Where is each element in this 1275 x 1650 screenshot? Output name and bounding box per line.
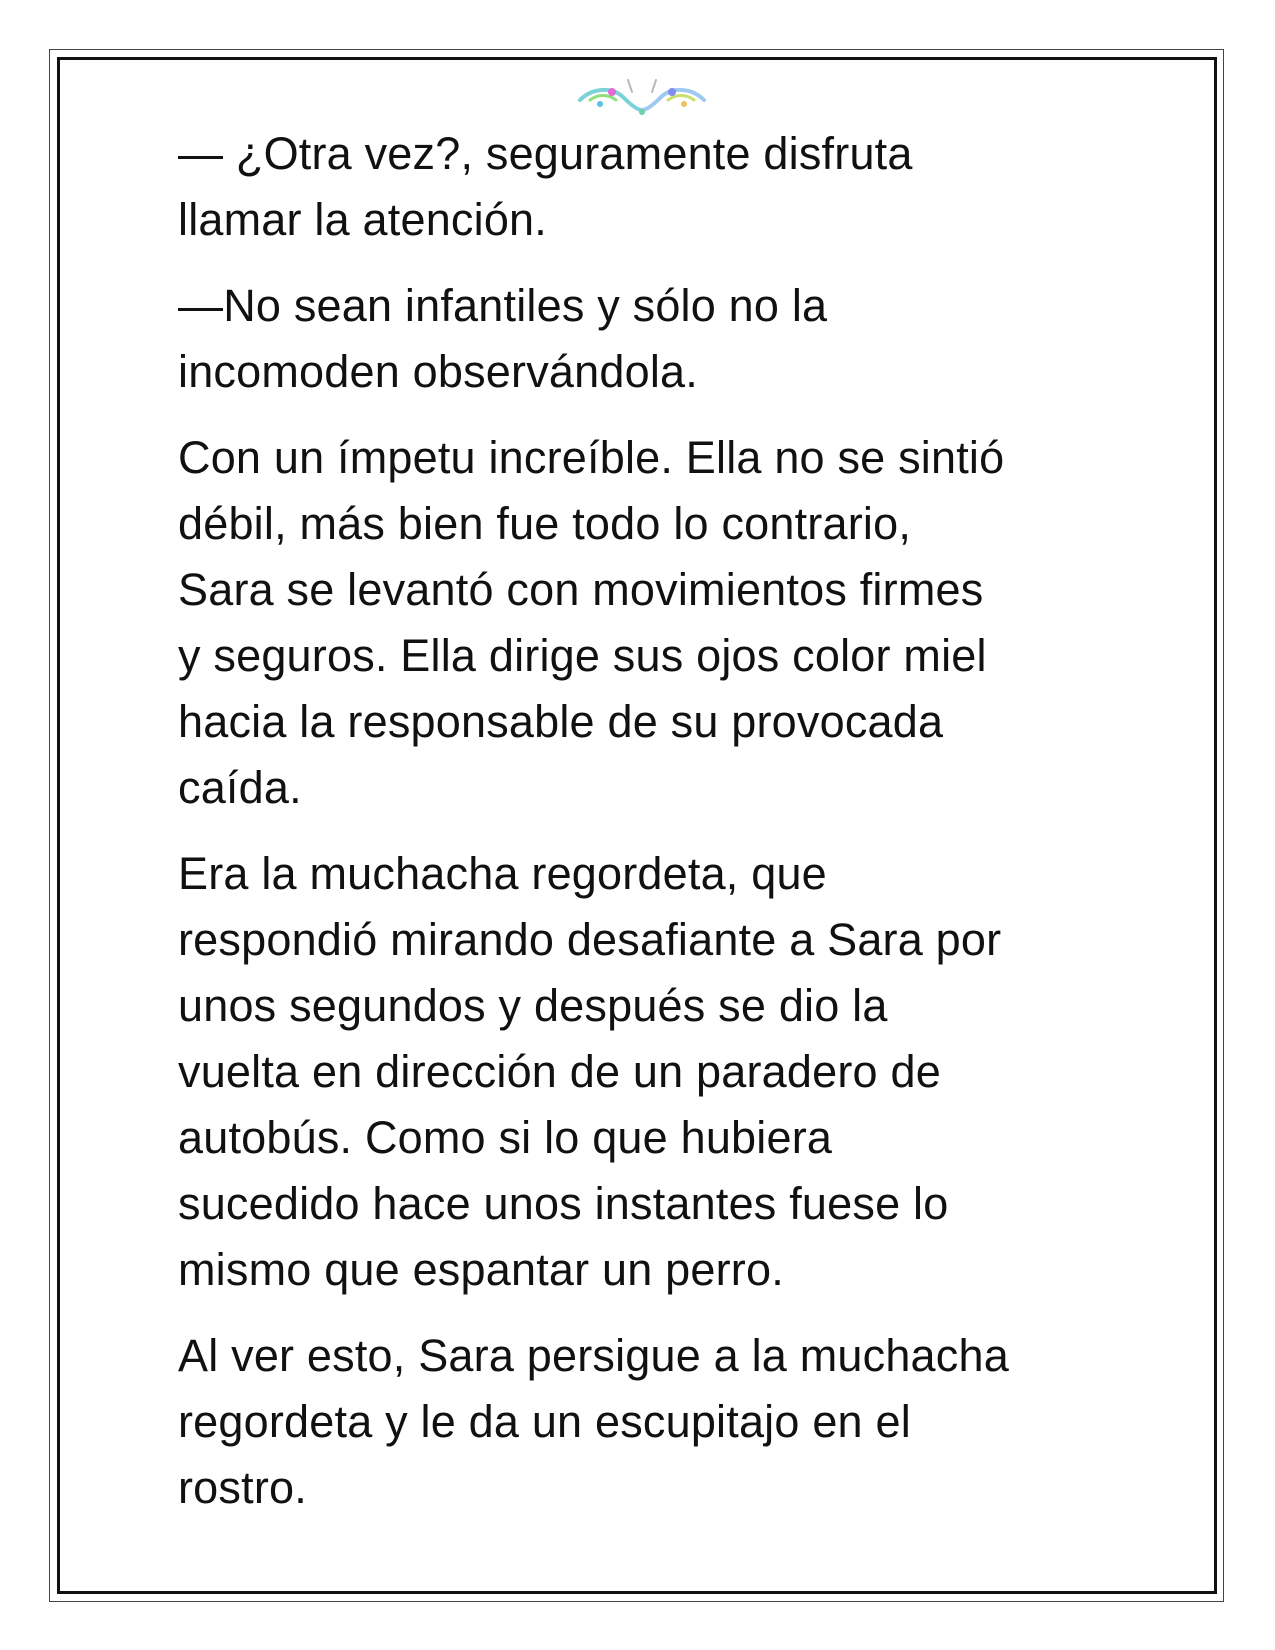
text-line: Era la muchacha regordeta, que [178,848,827,899]
paragraph [178,121,1118,253]
text-line: sucedido hace unos instantes fuese lo [178,1178,949,1229]
paragraph [178,1323,1118,1521]
text-line: Sara se levantó con movimientos firmes [178,564,984,615]
text-line: — ¿Otra vez?, seguramente disfruta [178,128,913,179]
text-line: Al ver esto, Sara persigue a la muchacha [178,1330,1009,1381]
paragraph [178,273,1118,405]
text-line: unos segundos y después se dio la [178,980,888,1031]
decorative-flourish-icon [572,70,712,122]
text-line: Con un ímpetu increíble. Ella no se sintió [178,432,1005,483]
text-line: —No sean infantiles y sólo no la [178,280,828,331]
text-line: respondió mirando desafiante a Sara por [178,914,1002,965]
text-line: mismo que espantar un perro. [178,1244,784,1295]
text-line: y seguros. Ella dirige sus ojos color miel [178,630,987,681]
text-line: rostro. [178,1462,307,1513]
text-line: regordeta y le da un escupitajo en el [178,1396,911,1447]
text-line: llamar la atención. [178,194,547,245]
text-line: vuelta en dirección de un paradero de [178,1046,941,1097]
text-line: caída. [178,762,302,813]
paragraph [178,841,1118,1303]
text-line: autobús. Como si lo que hubiera [178,1112,833,1163]
text-line: débil, más bien fue todo lo contrario, [178,498,912,549]
text-line: incomoden observándola. [178,346,698,397]
text-line: hacia la responsable de su provocada [178,696,944,747]
paragraph [178,425,1118,821]
document-text [178,121,1118,1541]
